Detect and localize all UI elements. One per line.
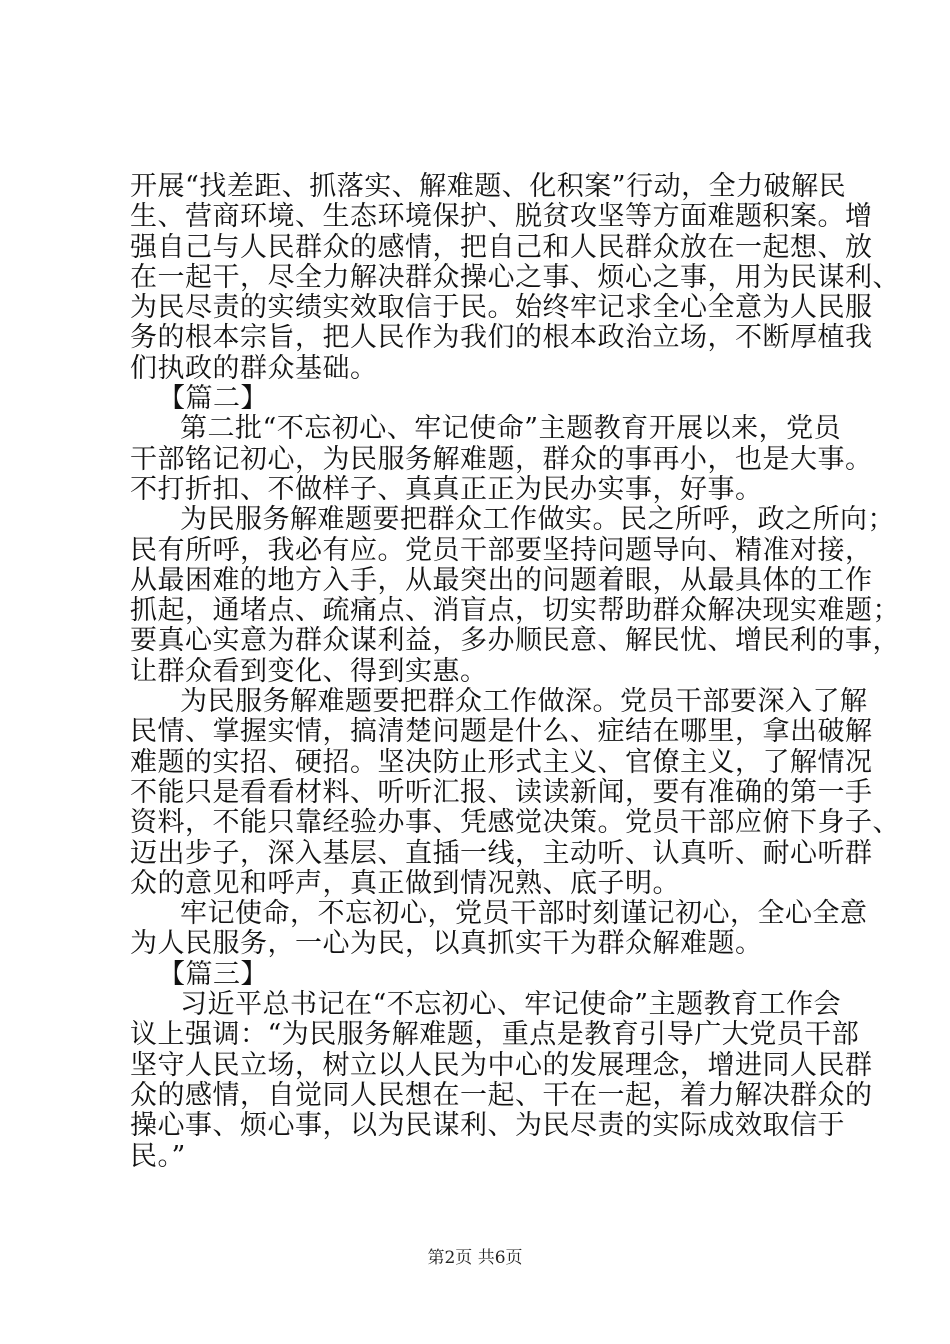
text-line: 习近平总书记在“不忘初心、牢记使命”主题教育工作会 [180,989,842,1021]
text-line: 务的根本宗旨，把人民作为我们的根本政治立场，不断厚植我 [130,322,873,354]
text-line: 资料，不能只靠经验办事、凭感觉决策。党员干部应俯下身子、 [130,807,900,839]
paragraph [130,898,868,960]
text-line: 不能只是看看材料、听听汇报、读读新闻，要有准确的第一手 [130,776,873,808]
text-line: 议上强调：“为民服务解难题，重点是教育引导广大党员干部 [130,1019,860,1051]
text-line: 抓起，通堵点、疏痛点、消盲点，切实帮助群众解决现实难题； [130,595,900,627]
text-line: 操心事、烦心事，以为民谋利、为民尽责的实际成效取信于 [130,1110,845,1142]
text-line: 为民尽责的实绩实效取信于民。始终牢记求全心全意为人民服 [130,292,873,324]
text-line: 民情、掌握实情，搞清楚问题是什么、症结在哪里，拿出破解 [130,716,873,748]
text-line: 让群众看到变化、得到实惠。 [130,655,488,687]
page-number-footer: 第2页 共6页 [427,1248,523,1268]
text-line: 民有所呼，我必有应。党员干部要坚持问题导向、精准对接， [130,534,873,566]
section-heading: 【篇三】 [158,958,268,990]
paragraph [130,171,900,384]
paragraph [130,413,873,505]
text-line: 要真心实意为群众谋利益，多办顺民意、解民忧、增民利的事， [130,625,900,657]
text-line: 们执政的群众基础。 [130,352,378,384]
paragraph [130,989,873,1172]
text-line: 开展“找差距、抓落实、解难题、化积案”行动，全力破解民 [130,171,847,202]
text-line: 为民服务解难题要把群众工作做实。民之所呼，政之所向； [180,504,895,536]
text-line: 生、营商环境、生态环境保护、脱贫攻坚等方面难题积案。增 [130,201,873,233]
text-line: 干部铭记初心，为民服务解难题，群众的事再小，也是大事。 [130,443,873,475]
text-line: 牢记使命，不忘初心，党员干部时刻谨记初心，全心全意 [180,898,868,930]
text-line: 第二批“不忘初心、牢记使命”主题教育开展以来，党员 [180,413,842,445]
document-body [130,171,900,1172]
text-line: 从最困难的地方入手，从最突出的问题着眼，从最具体的工作 [130,564,873,596]
section-heading: 【篇二】 [158,383,268,415]
text-line: 不打折扣、不做样子、真真正正为民办实事，好事。 [130,473,763,505]
text-line: 迈出步子，深入基层、直插一线，主动听、认真听、耐心听群 [130,837,873,869]
text-line: 为人民服务，一心为民，以真抓实干为群众解难题。 [130,928,763,960]
text-line: 众的意见和呼声，真正做到情况熟、底子明。 [130,867,680,899]
text-line: 众的感情，自觉同人民想在一起、干在一起，着力解决群众的 [130,1079,873,1111]
paragraph [130,504,900,687]
text-line: 强自己与人民群众的感情，把自己和人民群众放在一起想、放 [130,231,873,263]
text-line: 在一起干，尽全力解决群众操心之事、烦心之事，用为民谋利、 [130,261,900,293]
text-line: 难题的实招、硬招。坚决防止形式主义、官僚主义，了解情况 [130,746,873,778]
text-line: 民。” [130,1140,186,1172]
paragraph [130,686,900,899]
text-line: 坚守人民立场，树立以人民为中心的发展理念，增进同人民群 [130,1049,873,1081]
text-line: 为民服务解难题要把群众工作做深。党员干部要深入了解 [180,686,868,718]
